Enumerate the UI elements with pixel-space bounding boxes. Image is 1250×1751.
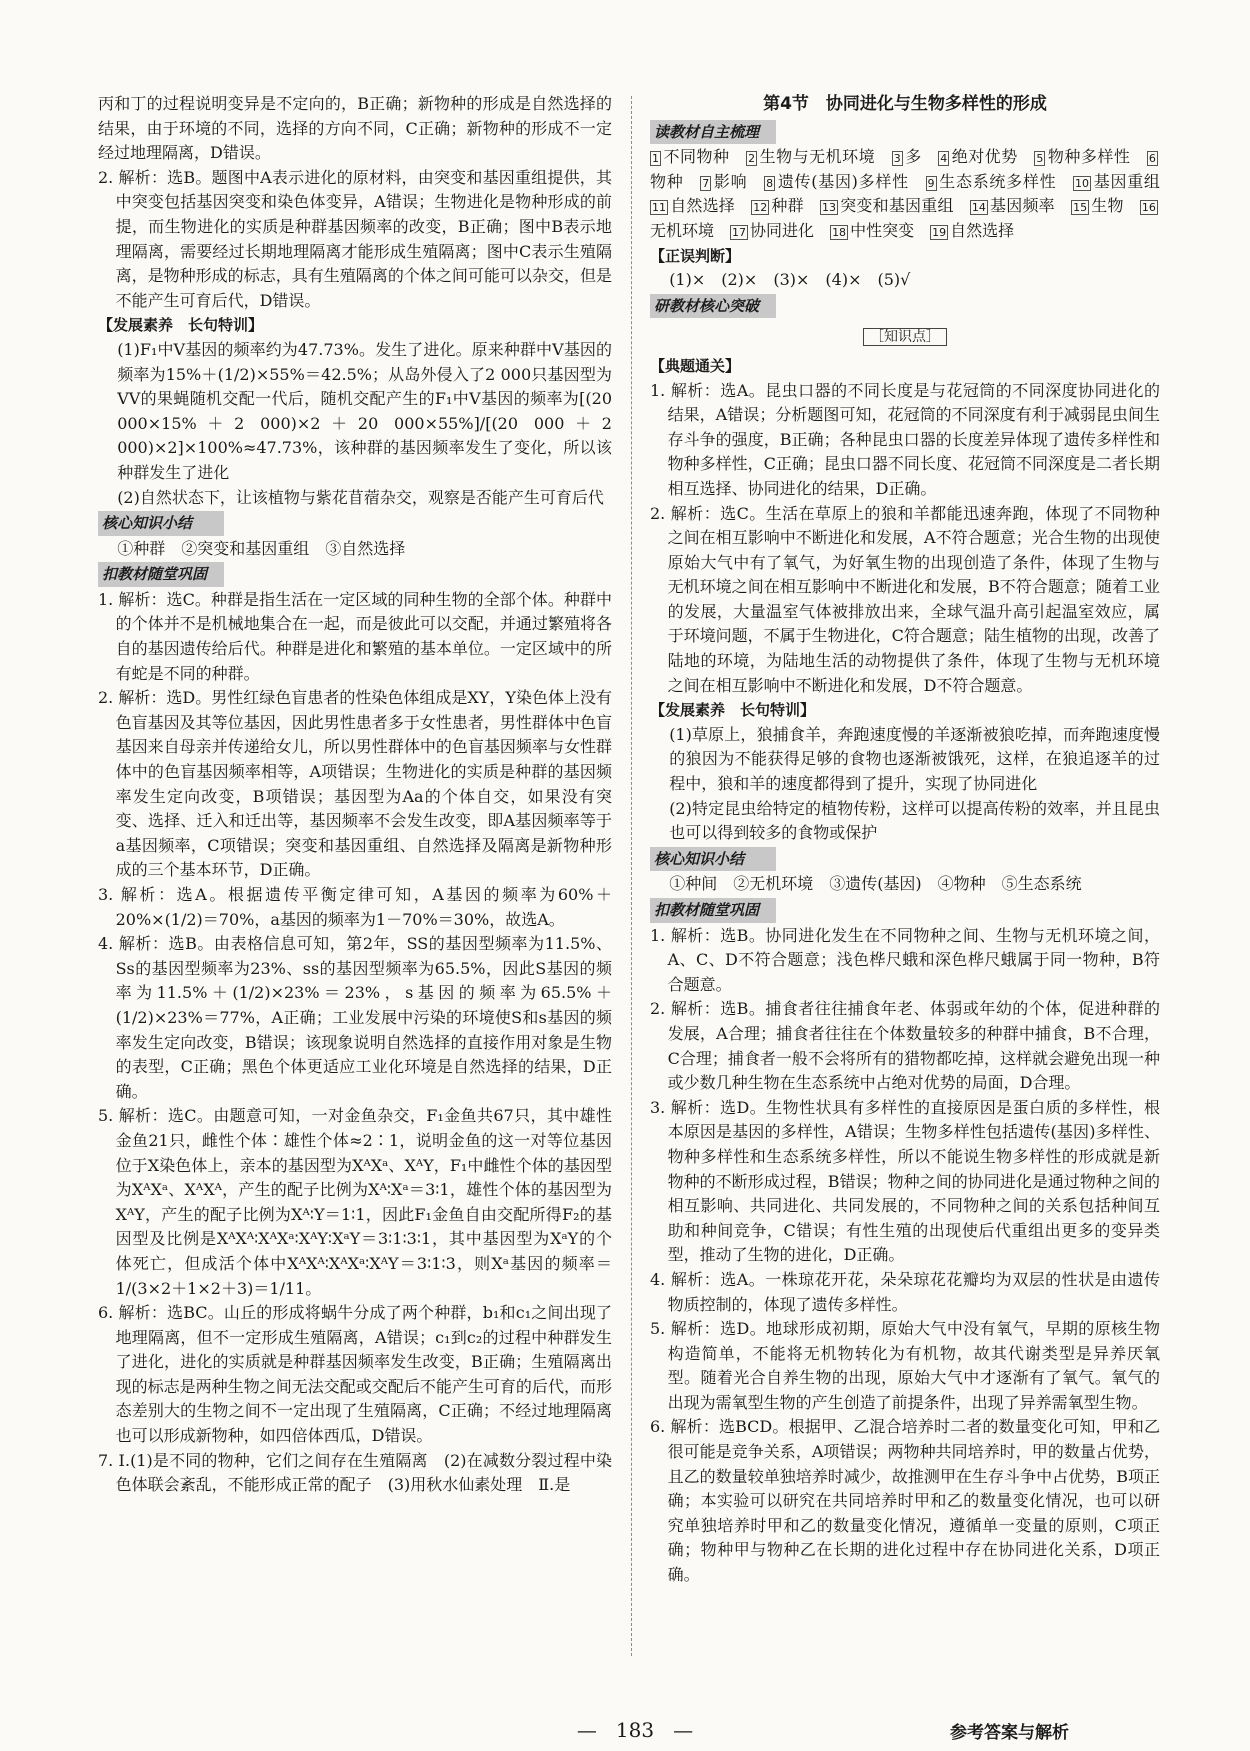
section-bar: 核心知识小结 (98, 511, 224, 536)
numbered-answer (970, 196, 1055, 215)
answer-number-badge: 9 (927, 176, 935, 190)
numbered-answer (830, 221, 914, 240)
answer-number-badge: 7 (702, 176, 710, 190)
answer-item: 2. 解析：选B。捕食者往往捕食年老、体弱或年幼的个体，促进种群的发展，A合理；捕食者往往在个体数量较多的种群中捕食，B不合理，C合理；捕食者一般不会将所有的猎物都吃掉，这样就会避免出现一种或少数几种生物在生态系统中占绝对优势的局面，D合理。 (650, 999, 1160, 1093)
right-column (650, 92, 1160, 1588)
numbered-answer (751, 196, 804, 215)
answer-number-badge: 3 (893, 152, 901, 166)
answer-number-badge: 4 (940, 152, 948, 166)
answer-item: 3. 解析：选A。根据遗传平衡定律可知，A基因的频率为60%＋20%×(1/2)＝70%，a基因的频率为1－70%＝30%，故选A。 (98, 885, 612, 929)
answer-text: 种群 (771, 196, 804, 216)
numbered-answer (926, 172, 1057, 191)
numbered-answer (1073, 172, 1160, 191)
numbered-answer (700, 172, 747, 191)
section-label: 【发展素养 长句特训】 (650, 701, 816, 720)
paragraph: 丙和丁的过程说明变异是不定向的，B正确；新物种的形成是自然选择的结果，由于环境的不同，选择的方向不同，C正确；新物种的形成不一定经过地理隔离，D错误。 (98, 94, 612, 163)
answer-item: 6. 解析：选BCD。根据甲、乙混合培养时二者的数量变化可知，甲和乙很可能是竞争关系，A项错误；两物种共同培养时，甲的数量占优势，且乙的数量较单独培养时减少，故推测甲在生存斗争中占优势，B项正确；本实验可以研究在共同培养时甲和乙的数量变化情况，也可以研究单独培养时甲和乙的数量变化情况，遵循单一变量的原则，C项正确；物种甲与物种乙在长期的进化过程中存在协同进化关系，D项正确。 (650, 1417, 1160, 1585)
section-label: 【发展素养 长句特训】 (98, 316, 264, 335)
footer-title: 参考答案与解析 (950, 1723, 1069, 1743)
answer-text: 无机环境 (650, 220, 715, 240)
section-bar: 研教材核心突破 (650, 294, 776, 319)
answer-number-badge: 11 (652, 201, 666, 215)
paragraph: (2)特定昆虫给特定的植物传粉，这样可以提高传粉的效率，并且昆虫也可以得到较多的食物或保护 (669, 798, 1160, 843)
answer-item: 7. Ⅰ.(1)是不同的物种，它们之间存在生殖隔离 (2)在减数分裂过程中染色体联会紊乱，不能形成正常的配子 (3)用秋水仙素处理 Ⅱ.是 (98, 1450, 612, 1495)
paragraph: (2)自然状态下，让该植物与紫花苜蓿杂交，观察是否能产生可育后代 (117, 487, 604, 507)
answer-text: 自然选择 (670, 196, 736, 216)
section-label: 【正误判断】 (650, 246, 741, 265)
numbered-answer (650, 147, 730, 166)
answer-text: 基因频率 (989, 196, 1055, 216)
section-bar: 读教材自主梳理 (650, 120, 776, 145)
answer-text: 物种多样性 (1047, 147, 1131, 167)
answer-text: 多 (904, 147, 922, 167)
column-divider (631, 96, 632, 1656)
numbered-answer (892, 147, 922, 166)
answer-text: 生物 (1091, 196, 1124, 216)
answer-number-badge: 17 (732, 225, 747, 239)
numbered-answer (1034, 147, 1130, 166)
section-bar: 扣教材随堂巩固 (98, 562, 224, 587)
summary-text: ①种群 ②突变和基因重组 ③自然选择 (117, 538, 406, 558)
section-title: 第4节 协同进化与生物多样性的形成 (763, 94, 1047, 114)
knowledge-point-label: ［知识点］ (863, 328, 947, 346)
page-number: 183 (615, 1718, 655, 1742)
page-number-area (530, 1718, 740, 1742)
summary-text: ①种间 ②无机环境 ③遗传(基因) ④物种 ⑤生态系统 (669, 874, 1082, 894)
answer-text: 生物与无机环境 (759, 147, 876, 167)
answer-number-badge: 6 (1148, 152, 1156, 166)
answer-item: 4. 解析：选A。一株琼花开花，朵朵琼花花瓣均为双层的性状是由遗传物质控制的，体现了遗传多样性。 (650, 1269, 1160, 1314)
answer-number-badge: 10 (1075, 176, 1090, 190)
paragraph: (1)F₁中V基因的频率约为47.73%。发生了进化。原来种群中V基因的频率为15%＋(1/2)×55%＝42.5%；从岛外侵入了2 000只基因型为VV的果蝇随机交配一代后，随机交配产生的F₁中V基因的频率为[(20 000×15%＋2 000)×2＋20 000×55%]/[(20 000＋2 000)×2]×100%≈47.73%，该种群的基因频率发生了变化，所以该种群发生了进化 (117, 339, 612, 482)
answer-text: 生态系统多样性 (938, 171, 1057, 191)
numbered-answer (746, 147, 875, 166)
answer-text: 物种 (650, 171, 684, 191)
answer-item: 2. 解析：选C。生活在草原上的狼和羊都能迅速奔跑，体现了不同物种之间在相互影响中不断进化和发展，A不符合题意；光合生物的出现使原始大气中有了氧气，为好氧生物的出现创造了条件，体现了生物与无机环境之间在相互影响中不断进化和发展，B不符合题意；随着工业的发展，大量温室气体被排放出来，全球气温升高引起温室效应，属于环境问题，不属于生物进化，C符合题意；陆生植物的出现，改善了陆地的环境，为陆地生活的动物提供了条件，体现了生物与无机环境之间在相互影响中不断进化和发展，D不符合题意。 (650, 503, 1160, 695)
answer-number-badge: 2 (748, 152, 756, 166)
answer-item: 6. 解析：选BC。山丘的形成将蜗牛分成了两个种群，b₁和c₁之间出现了地理隔离，但不一定形成生殖隔离，A错误；c₁到c₂的过程中种群发生了进化，进化的实质就是种群基因频率发生改变，B正确；生殖隔离出现的标志是两种生物之间无法交配或交配后不能产生可育的后代，而形态差别大的生物之间不一定出现了生殖隔离，C正确；不经过地理隔离也可以形成新物种，如四倍体西瓜，D错误。 (98, 1303, 612, 1446)
answer-number-badge: 14 (971, 201, 986, 215)
section-bar: 扣教材随堂巩固 (650, 898, 776, 923)
answer-text: 协同进化 (750, 220, 815, 240)
numbered-answer (764, 172, 909, 191)
answer-item: 3. 解析：选D。生物性状具有多样性的直接原因是蛋白质的多样性，根本原因是基因的多样性，A错误；生物多样性包括遗传(基因)多样性、物种多样性和生态系统多样性，所以不能说生物多样性的形成就是新物种的不断形成过程，B错误；物种之间的协同进化是通过物种之间的相互影响、共同进化、共同发展的，不同物种之间的关系包括种间互助和种间竞争，C错误；有性生殖的出现使后代重组出更多的变异类型，推动了生物的进化，D正确。 (650, 1097, 1160, 1265)
numbered-answer (938, 147, 1018, 166)
answer-text: 突变和基因重组 (840, 196, 954, 216)
answer-item: 1. 解析：选B。协同进化发生在不同物种之间、生物与无机环境之间，A、C、D不符合题意；浅色桦尺蛾和深色桦尺蛾属于同一物种，B符合题意。 (650, 925, 1160, 994)
numbered-answer (650, 196, 735, 215)
numbered-answer (820, 196, 954, 215)
numbered-answer (930, 221, 1014, 240)
answer-item: 2. 解析：选D。男性红绿色盲患者的性染色体组成是XY，Y染色体上没有色盲基因及其等位基因，因此男性患者多于女性患者，男性群体中色盲基因来自母亲并传递给女儿，所以男性群体中的色盲基因频率与女性群体中的色盲基因频率相等，A项错误；生物进化的实质是种群的基因频率发生定向改变，B项错误；基因型为Aa的个体自交，如果没有突变、选择、迁入和迁出等，基因频率不会发生改变，即A基因频率等于a基因频率，C项错误；突变和基因重组、自然选择及隔离是新物种形成的三个基本环节，D正确。 (98, 688, 612, 880)
answer-number-badge: 12 (753, 201, 768, 215)
answer-number-badge: 18 (832, 225, 847, 239)
answer-text: 遗传(基因)多样性 (777, 171, 909, 191)
answer-text: 中性突变 (850, 220, 915, 240)
dash-right: — (673, 1718, 694, 1742)
answer-text: 绝对优势 (951, 147, 1018, 167)
answer-number-badge: 16 (1141, 201, 1156, 215)
numbered-answer (730, 221, 814, 240)
answer-text: 基因重组 (1093, 171, 1160, 191)
numbered-answers (650, 145, 1160, 243)
answer-item: 1. 解析：选C。种群是指生活在一定区域的同种生物的全部个体。种群中的个体并不是机械地集合在一起，而是彼此可以交配，并通过繁殖将各自的基因遗传给后代。种群是进化和繁殖的基本单位。一定区域中的所有蛇是不同的种群。 (98, 589, 612, 683)
section-label: 【典题通关】 (650, 356, 741, 375)
answer-number-badge: 19 (932, 225, 947, 239)
answer-number-badge: 1 (652, 152, 659, 166)
answer-item: 4. 解析：选B。由表格信息可知，第2年，SS的基因型频率为11.5%、Ss的基因型频率为23%、ss的基因型频率为65.5%，因此S基因的频率为11.5%＋(1/2)×23%＝23%，s基因的频率为65.5%＋(1/2)×23%＝77%，A正确；工业发展中污染的环境使S和s基因的频率发生定向改变，B错误；该现象说明自然选择的直接作用对象是生物的表型，C正确；黑色个体更适应工业化环境是自然选择的结果，D正确。 (98, 934, 612, 1101)
answer-number-badge: 15 (1073, 201, 1088, 215)
answer-text: 自然选择 (950, 220, 1015, 240)
dash-left: — (576, 1718, 597, 1742)
answer-item: 2. 解析：选B。题图中A表示进化的原材料，由突变和基因重组提供，其中突变包括基因突变和染色体变异，A错误；生物进化是物种形成的前提，而生物进化的实质是种群基因频率的改变，B正确；图中B表示地理隔离，需要经过长期地理隔离才能形成生殖隔离；图中C表示生殖隔离，是物种形成的标志，具有生殖隔离的个体之间可能可以杂交，但是不能产生可育后代，D错误。 (98, 167, 612, 310)
answer-number-badge: 8 (766, 176, 774, 190)
answer-item: 1. 解析：选A。昆虫口器的不同长度是与花冠筒的不同深度协同进化的结果，A错误；分析题图可知，花冠筒的不同深度有利于减弱昆虫间生存斗争的强度，B正确；各种昆虫口器的长度差异体现了遗传多样性和物种多样性，C正确；昆虫口器不同长度、花冠筒不同深度是二者长期相互选择、协同进化的结果，D正确。 (650, 380, 1160, 498)
answer-number-badge: 5 (1036, 152, 1044, 166)
judgement-text: (1)× (2)× (3)× (4)× (5)√ (669, 270, 911, 290)
answer-item: 5. 解析：选D。地球形成初期，原始大气中没有氧气，早期的原核生物构造简单，不能将无机物转化为有机物，故其代谢类型是异养厌氧型。随着光合自养生物的出现，原始大气中才逐渐有了氧气。氧气的出现为需氧型生物的产生创造了前提条件，出现了异养需氧型生物。 (650, 1319, 1160, 1412)
left-column (98, 92, 612, 1498)
numbered-answer (1071, 196, 1124, 215)
section-bar: 核心知识小结 (650, 847, 776, 872)
answer-text: 影响 (713, 171, 748, 191)
answer-item: 5. 解析：选C。由题意可知，一对金鱼杂交，F₁金鱼共67只，其中雄性金鱼21只，雌性个体∶雄性个体≈2∶1，说明金鱼的这一对等位基因位于X染色体上，亲本的基因型为XᴬXᵃ、XᴬY，F₁中雌性个体的基因型为XᴬXᵃ、XᴬXᴬ，产生的配子比例为Xᴬ∶Xᵃ＝3∶1，雄性个体的基因型为XᴬY，产生的配子比例为Xᴬ∶Y＝1∶1，因此F₁金鱼自由交配所得F₂的基因型及比例是XᴬXᴬ∶XᴬXᵃ∶XᴬY∶XᵃY＝3∶1∶3∶1，其中基因型为XᵃY的个体死亡，但成活个体中XᴬXᴬ∶XᴬXᵃ∶XᴬY＝3∶1∶3，则Xᵃ基因的频率＝1/(3×2＋1×2＋3)＝1/11。 (98, 1106, 612, 1298)
paragraph: (1)草原上，狼捕食羊，奔跑速度慢的羊逐渐被狼吃掉，而奔跑速度慢的狼因为不能获得足够的食物也逐渐被饿死，这样，在狼追逐羊的过程中，狼和羊的速度都得到了提升，实现了协同进化 (669, 724, 1160, 794)
answer-text: 不同物种 (663, 147, 730, 167)
answer-number-badge: 13 (822, 201, 837, 215)
